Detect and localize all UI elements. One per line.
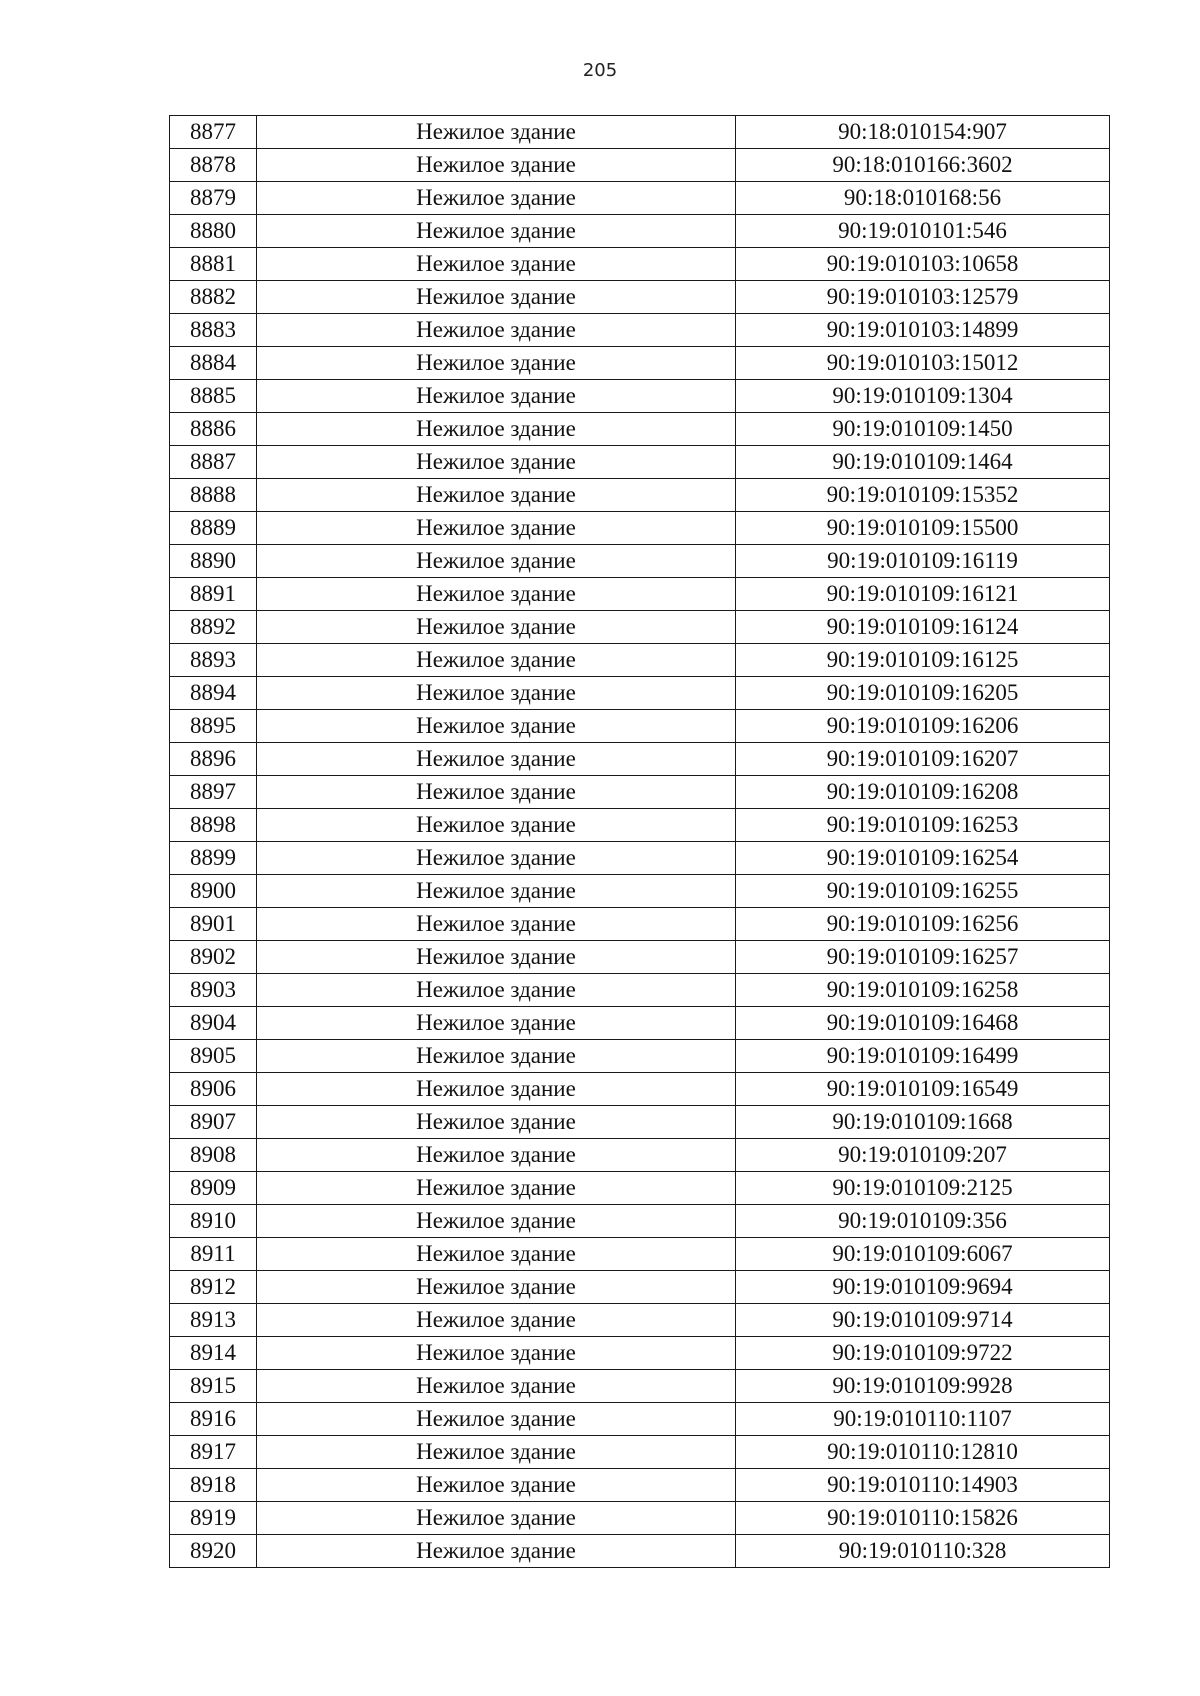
row-number-cell: 8908	[170, 1139, 257, 1172]
row-number-cell: 8898	[170, 809, 257, 842]
cadastral-number-cell: 90:19:010109:16125	[736, 644, 1110, 677]
row-number-cell: 8906	[170, 1073, 257, 1106]
row-number-cell: 8887	[170, 446, 257, 479]
cadastral-number-cell: 90:19:010109:16124	[736, 611, 1110, 644]
cadastral-number-cell: 90:19:010110:15826	[736, 1502, 1110, 1535]
table-row	[170, 545, 1110, 578]
cadastral-number-cell: 90:19:010103:10658	[736, 248, 1110, 281]
table-row	[170, 1337, 1110, 1370]
object-type-cell: Нежилое здание	[257, 116, 736, 149]
object-type-cell: Нежилое здание	[257, 413, 736, 446]
cadastral-number-cell: 90:19:010109:2125	[736, 1172, 1110, 1205]
object-type-cell: Нежилое здание	[257, 1535, 736, 1568]
table-row	[170, 1106, 1110, 1139]
cadastral-number-cell: 90:19:010109:9722	[736, 1337, 1110, 1370]
row-number-cell: 8877	[170, 116, 257, 149]
object-type-cell: Нежилое здание	[257, 149, 736, 182]
table-row	[170, 1403, 1110, 1436]
row-number-cell: 8880	[170, 215, 257, 248]
object-type-cell: Нежилое здание	[257, 908, 736, 941]
table-row	[170, 677, 1110, 710]
table-row	[170, 347, 1110, 380]
cadastral-number-cell: 90:19:010109:16206	[736, 710, 1110, 743]
object-type-cell: Нежилое здание	[257, 1172, 736, 1205]
page-number: 205	[582, 60, 618, 81]
cadastral-number-cell: 90:18:010168:56	[736, 182, 1110, 215]
object-type-cell: Нежилое здание	[257, 809, 736, 842]
object-type-cell: Нежилое здание	[257, 314, 736, 347]
object-type-cell: Нежилое здание	[257, 512, 736, 545]
object-type-cell: Нежилое здание	[257, 776, 736, 809]
cadastral-number-cell: 90:19:010109:16254	[736, 842, 1110, 875]
table-row	[170, 875, 1110, 908]
cadastral-number-cell: 90:19:010110:12810	[736, 1436, 1110, 1469]
object-type-cell: Нежилое здание	[257, 347, 736, 380]
object-type-cell: Нежилое здание	[257, 1469, 736, 1502]
row-number-cell: 8916	[170, 1403, 257, 1436]
table-row	[170, 743, 1110, 776]
cadastral-number-cell: 90:19:010109:9928	[736, 1370, 1110, 1403]
table-row	[170, 1469, 1110, 1502]
table-row	[170, 1370, 1110, 1403]
object-type-cell: Нежилое здание	[257, 875, 736, 908]
cadastral-number-cell: 90:19:010103:14899	[736, 314, 1110, 347]
row-number-cell: 8890	[170, 545, 257, 578]
object-type-cell: Нежилое здание	[257, 611, 736, 644]
row-number-cell: 8905	[170, 1040, 257, 1073]
cadastral-number-cell: 90:19:010109:1450	[736, 413, 1110, 446]
object-type-cell: Нежилое здание	[257, 677, 736, 710]
row-number-cell: 8913	[170, 1304, 257, 1337]
table-row	[170, 644, 1110, 677]
cadastral-number-cell: 90:19:010109:9694	[736, 1271, 1110, 1304]
cadastral-number-cell: 90:18:010166:3602	[736, 149, 1110, 182]
row-number-cell: 8918	[170, 1469, 257, 1502]
object-type-cell: Нежилое здание	[257, 578, 736, 611]
object-type-cell: Нежилое здание	[257, 479, 736, 512]
object-type-cell: Нежилое здание	[257, 1304, 736, 1337]
object-type-cell: Нежилое здание	[257, 941, 736, 974]
object-type-cell: Нежилое здание	[257, 1040, 736, 1073]
table-row	[170, 611, 1110, 644]
row-number-cell: 8919	[170, 1502, 257, 1535]
cadastral-number-cell: 90:19:010110:1107	[736, 1403, 1110, 1436]
table-row	[170, 1007, 1110, 1040]
row-number-cell: 8895	[170, 710, 257, 743]
row-number-cell: 8901	[170, 908, 257, 941]
table-row	[170, 215, 1110, 248]
cadastral-number-cell: 90:19:010109:16257	[736, 941, 1110, 974]
table-row	[170, 1040, 1110, 1073]
cadastral-number-cell: 90:18:010154:907	[736, 116, 1110, 149]
table-row	[170, 1436, 1110, 1469]
cadastral-number-cell: 90:19:010109:1464	[736, 446, 1110, 479]
object-type-cell: Нежилое здание	[257, 545, 736, 578]
cadastral-number-cell: 90:19:010109:16549	[736, 1073, 1110, 1106]
cadastral-number-cell: 90:19:010103:12579	[736, 281, 1110, 314]
row-number-cell: 8884	[170, 347, 257, 380]
cadastral-number-cell: 90:19:010109:1304	[736, 380, 1110, 413]
cadastral-number-cell: 90:19:010109:16499	[736, 1040, 1110, 1073]
cadastral-number-cell: 90:19:010109:16119	[736, 545, 1110, 578]
object-type-cell: Нежилое здание	[257, 1370, 736, 1403]
table-row	[170, 413, 1110, 446]
table-row	[170, 380, 1110, 413]
table-row	[170, 578, 1110, 611]
table-row	[170, 116, 1110, 149]
object-type-cell: Нежилое здание	[257, 1403, 736, 1436]
object-type-cell: Нежилое здание	[257, 1337, 736, 1370]
table-row	[170, 974, 1110, 1007]
object-type-cell: Нежилое здание	[257, 380, 736, 413]
row-number-cell: 8899	[170, 842, 257, 875]
cadastral-number-cell: 90:19:010109:15500	[736, 512, 1110, 545]
object-type-cell: Нежилое здание	[257, 1007, 736, 1040]
object-type-cell: Нежилое здание	[257, 710, 736, 743]
object-type-cell: Нежилое здание	[257, 215, 736, 248]
object-type-cell: Нежилое здание	[257, 446, 736, 479]
table-row	[170, 248, 1110, 281]
row-number-cell: 8912	[170, 1271, 257, 1304]
cadastral-number-cell: 90:19:010109:356	[736, 1205, 1110, 1238]
table-row	[170, 908, 1110, 941]
cadastral-number-cell: 90:19:010109:16208	[736, 776, 1110, 809]
row-number-cell: 8893	[170, 644, 257, 677]
row-number-cell: 8882	[170, 281, 257, 314]
object-type-cell: Нежилое здание	[257, 1502, 736, 1535]
row-number-cell: 8891	[170, 578, 257, 611]
cadastral-number-cell: 90:19:010109:1668	[736, 1106, 1110, 1139]
object-type-cell: Нежилое здание	[257, 1106, 736, 1139]
row-number-cell: 8903	[170, 974, 257, 1007]
property-registry-table	[169, 115, 1110, 1568]
cadastral-number-cell: 90:19:010109:16253	[736, 809, 1110, 842]
table-row	[170, 1172, 1110, 1205]
cadastral-number-cell: 90:19:010109:9714	[736, 1304, 1110, 1337]
table-row	[170, 446, 1110, 479]
cadastral-number-cell: 90:19:010110:14903	[736, 1469, 1110, 1502]
object-type-cell: Нежилое здание	[257, 1238, 736, 1271]
table-row	[170, 1304, 1110, 1337]
table-row	[170, 281, 1110, 314]
row-number-cell: 8902	[170, 941, 257, 974]
row-number-cell: 8911	[170, 1238, 257, 1271]
row-number-cell: 8883	[170, 314, 257, 347]
row-number-cell: 8878	[170, 149, 257, 182]
cadastral-number-cell: 90:19:010110:328	[736, 1535, 1110, 1568]
cadastral-number-cell: 90:19:010109:15352	[736, 479, 1110, 512]
cadastral-number-cell: 90:19:010109:16258	[736, 974, 1110, 1007]
object-type-cell: Нежилое здание	[257, 1436, 736, 1469]
row-number-cell: 8885	[170, 380, 257, 413]
object-type-cell: Нежилое здание	[257, 182, 736, 215]
cadastral-number-cell: 90:19:010109:207	[736, 1139, 1110, 1172]
row-number-cell: 8914	[170, 1337, 257, 1370]
cadastral-number-cell: 90:19:010109:16207	[736, 743, 1110, 776]
row-number-cell: 8897	[170, 776, 257, 809]
table-row	[170, 710, 1110, 743]
object-type-cell: Нежилое здание	[257, 1139, 736, 1172]
row-number-cell: 8881	[170, 248, 257, 281]
table-row	[170, 512, 1110, 545]
row-number-cell: 8910	[170, 1205, 257, 1238]
table-row	[170, 149, 1110, 182]
row-number-cell: 8896	[170, 743, 257, 776]
cadastral-number-cell: 90:19:010103:15012	[736, 347, 1110, 380]
row-number-cell: 8917	[170, 1436, 257, 1469]
cadastral-number-cell: 90:19:010109:16121	[736, 578, 1110, 611]
cadastral-number-cell: 90:19:010109:16468	[736, 1007, 1110, 1040]
table-body	[170, 116, 1110, 1568]
table-row	[170, 182, 1110, 215]
table-row	[170, 941, 1110, 974]
row-number-cell: 8889	[170, 512, 257, 545]
table-row	[170, 809, 1110, 842]
object-type-cell: Нежилое здание	[257, 743, 736, 776]
row-number-cell: 8892	[170, 611, 257, 644]
row-number-cell: 8894	[170, 677, 257, 710]
object-type-cell: Нежилое здание	[257, 1205, 736, 1238]
table-row	[170, 1271, 1110, 1304]
table-row	[170, 1502, 1110, 1535]
object-type-cell: Нежилое здание	[257, 248, 736, 281]
table-row	[170, 1073, 1110, 1106]
table-row	[170, 314, 1110, 347]
table-row	[170, 842, 1110, 875]
cadastral-number-cell: 90:19:010109:6067	[736, 1238, 1110, 1271]
row-number-cell: 8900	[170, 875, 257, 908]
row-number-cell: 8879	[170, 182, 257, 215]
object-type-cell: Нежилое здание	[257, 842, 736, 875]
row-number-cell: 8907	[170, 1106, 257, 1139]
cadastral-number-cell: 90:19:010109:16255	[736, 875, 1110, 908]
object-type-cell: Нежилое здание	[257, 1271, 736, 1304]
object-type-cell: Нежилое здание	[257, 974, 736, 1007]
row-number-cell: 8888	[170, 479, 257, 512]
row-number-cell: 8904	[170, 1007, 257, 1040]
row-number-cell: 8915	[170, 1370, 257, 1403]
object-type-cell: Нежилое здание	[257, 281, 736, 314]
table-row	[170, 776, 1110, 809]
table-row	[170, 479, 1110, 512]
table-row	[170, 1205, 1110, 1238]
row-number-cell: 8886	[170, 413, 257, 446]
row-number-cell: 8920	[170, 1535, 257, 1568]
row-number-cell: 8909	[170, 1172, 257, 1205]
table-row	[170, 1238, 1110, 1271]
table-row	[170, 1139, 1110, 1172]
object-type-cell: Нежилое здание	[257, 644, 736, 677]
cadastral-number-cell: 90:19:010109:16256	[736, 908, 1110, 941]
cadastral-number-cell: 90:19:010101:546	[736, 215, 1110, 248]
table-row	[170, 1535, 1110, 1568]
object-type-cell: Нежилое здание	[257, 1073, 736, 1106]
cadastral-number-cell: 90:19:010109:16205	[736, 677, 1110, 710]
